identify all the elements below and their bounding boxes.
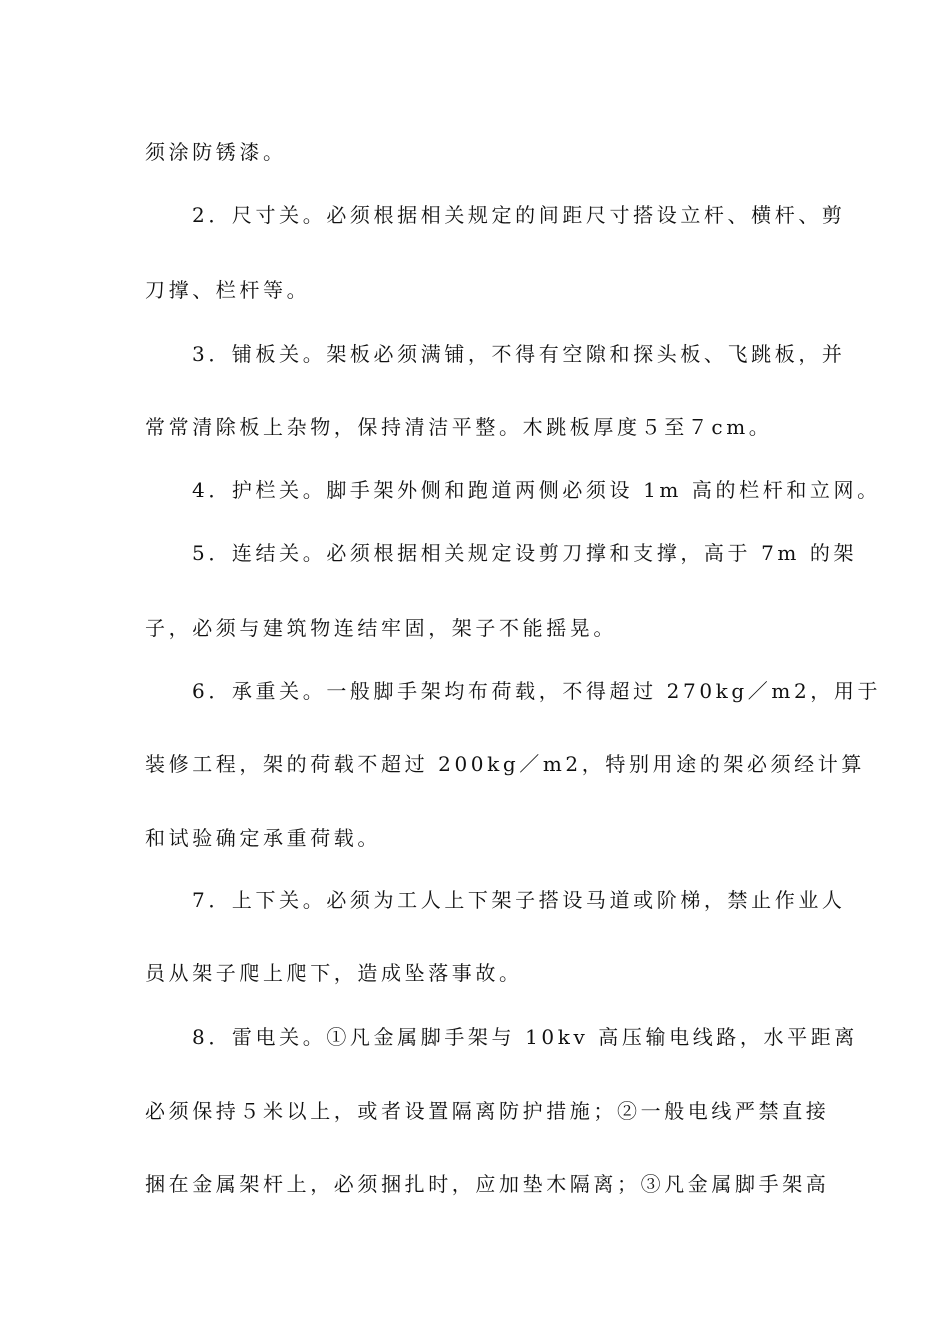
text-line-6: 4．护栏关。脚手架外侧和跑道两侧必须设 1m 高的栏杆和立网。 (192, 478, 881, 502)
text-line-10: 装修工程，架的荷载不超过 200kg／m2，特别用途的架必须经计算 (145, 752, 865, 776)
text-line-1: 须涂防锈漆。 (145, 140, 287, 164)
text-line-8: 子，必须与建筑物连结牢固，架子不能摇晃。 (145, 616, 617, 640)
text-line-16: 捆在金属架杆上，必须捆扎时，应加垫木隔离；③凡金属脚手架高 (145, 1172, 830, 1196)
text-line-15: 必须保持５米以上，或者设置隔离防护措施；②一般电线严禁直接 (145, 1099, 830, 1123)
text-line-4: 3．铺板关。架板必须满铺，不得有空隙和探头板、飞跳板，并 (192, 342, 846, 366)
text-line-9: 6．承重关。一般脚手架均布荷载，不得超过 270kg／m2，用于 (192, 679, 882, 703)
text-line-2: 2．尺寸关。必须根据相关规定的间距尺寸搭设立杆、横杆、剪 (192, 203, 846, 227)
text-line-12: 7．上下关。必须为工人上下架子搭设马道或阶梯，禁止作业人 (192, 888, 846, 912)
text-line-11: 和试验确定承重荷载。 (145, 826, 381, 850)
text-line-5: 常常清除板上杂物，保持清洁平整。木跳板厚度５至７cm。 (145, 415, 773, 439)
text-line-7: 5．连结关。必须根据相关规定设剪刀撑和支撑，高于 7m 的架 (192, 541, 858, 565)
text-line-3: 刀撑、栏杆等。 (145, 278, 311, 302)
text-line-14: 8．雷电关。①凡金属脚手架与 10kv 高压输电线路，水平距离 (192, 1025, 858, 1049)
text-line-13: 员从架子爬上爬下，造成坠落事故。 (145, 961, 523, 985)
